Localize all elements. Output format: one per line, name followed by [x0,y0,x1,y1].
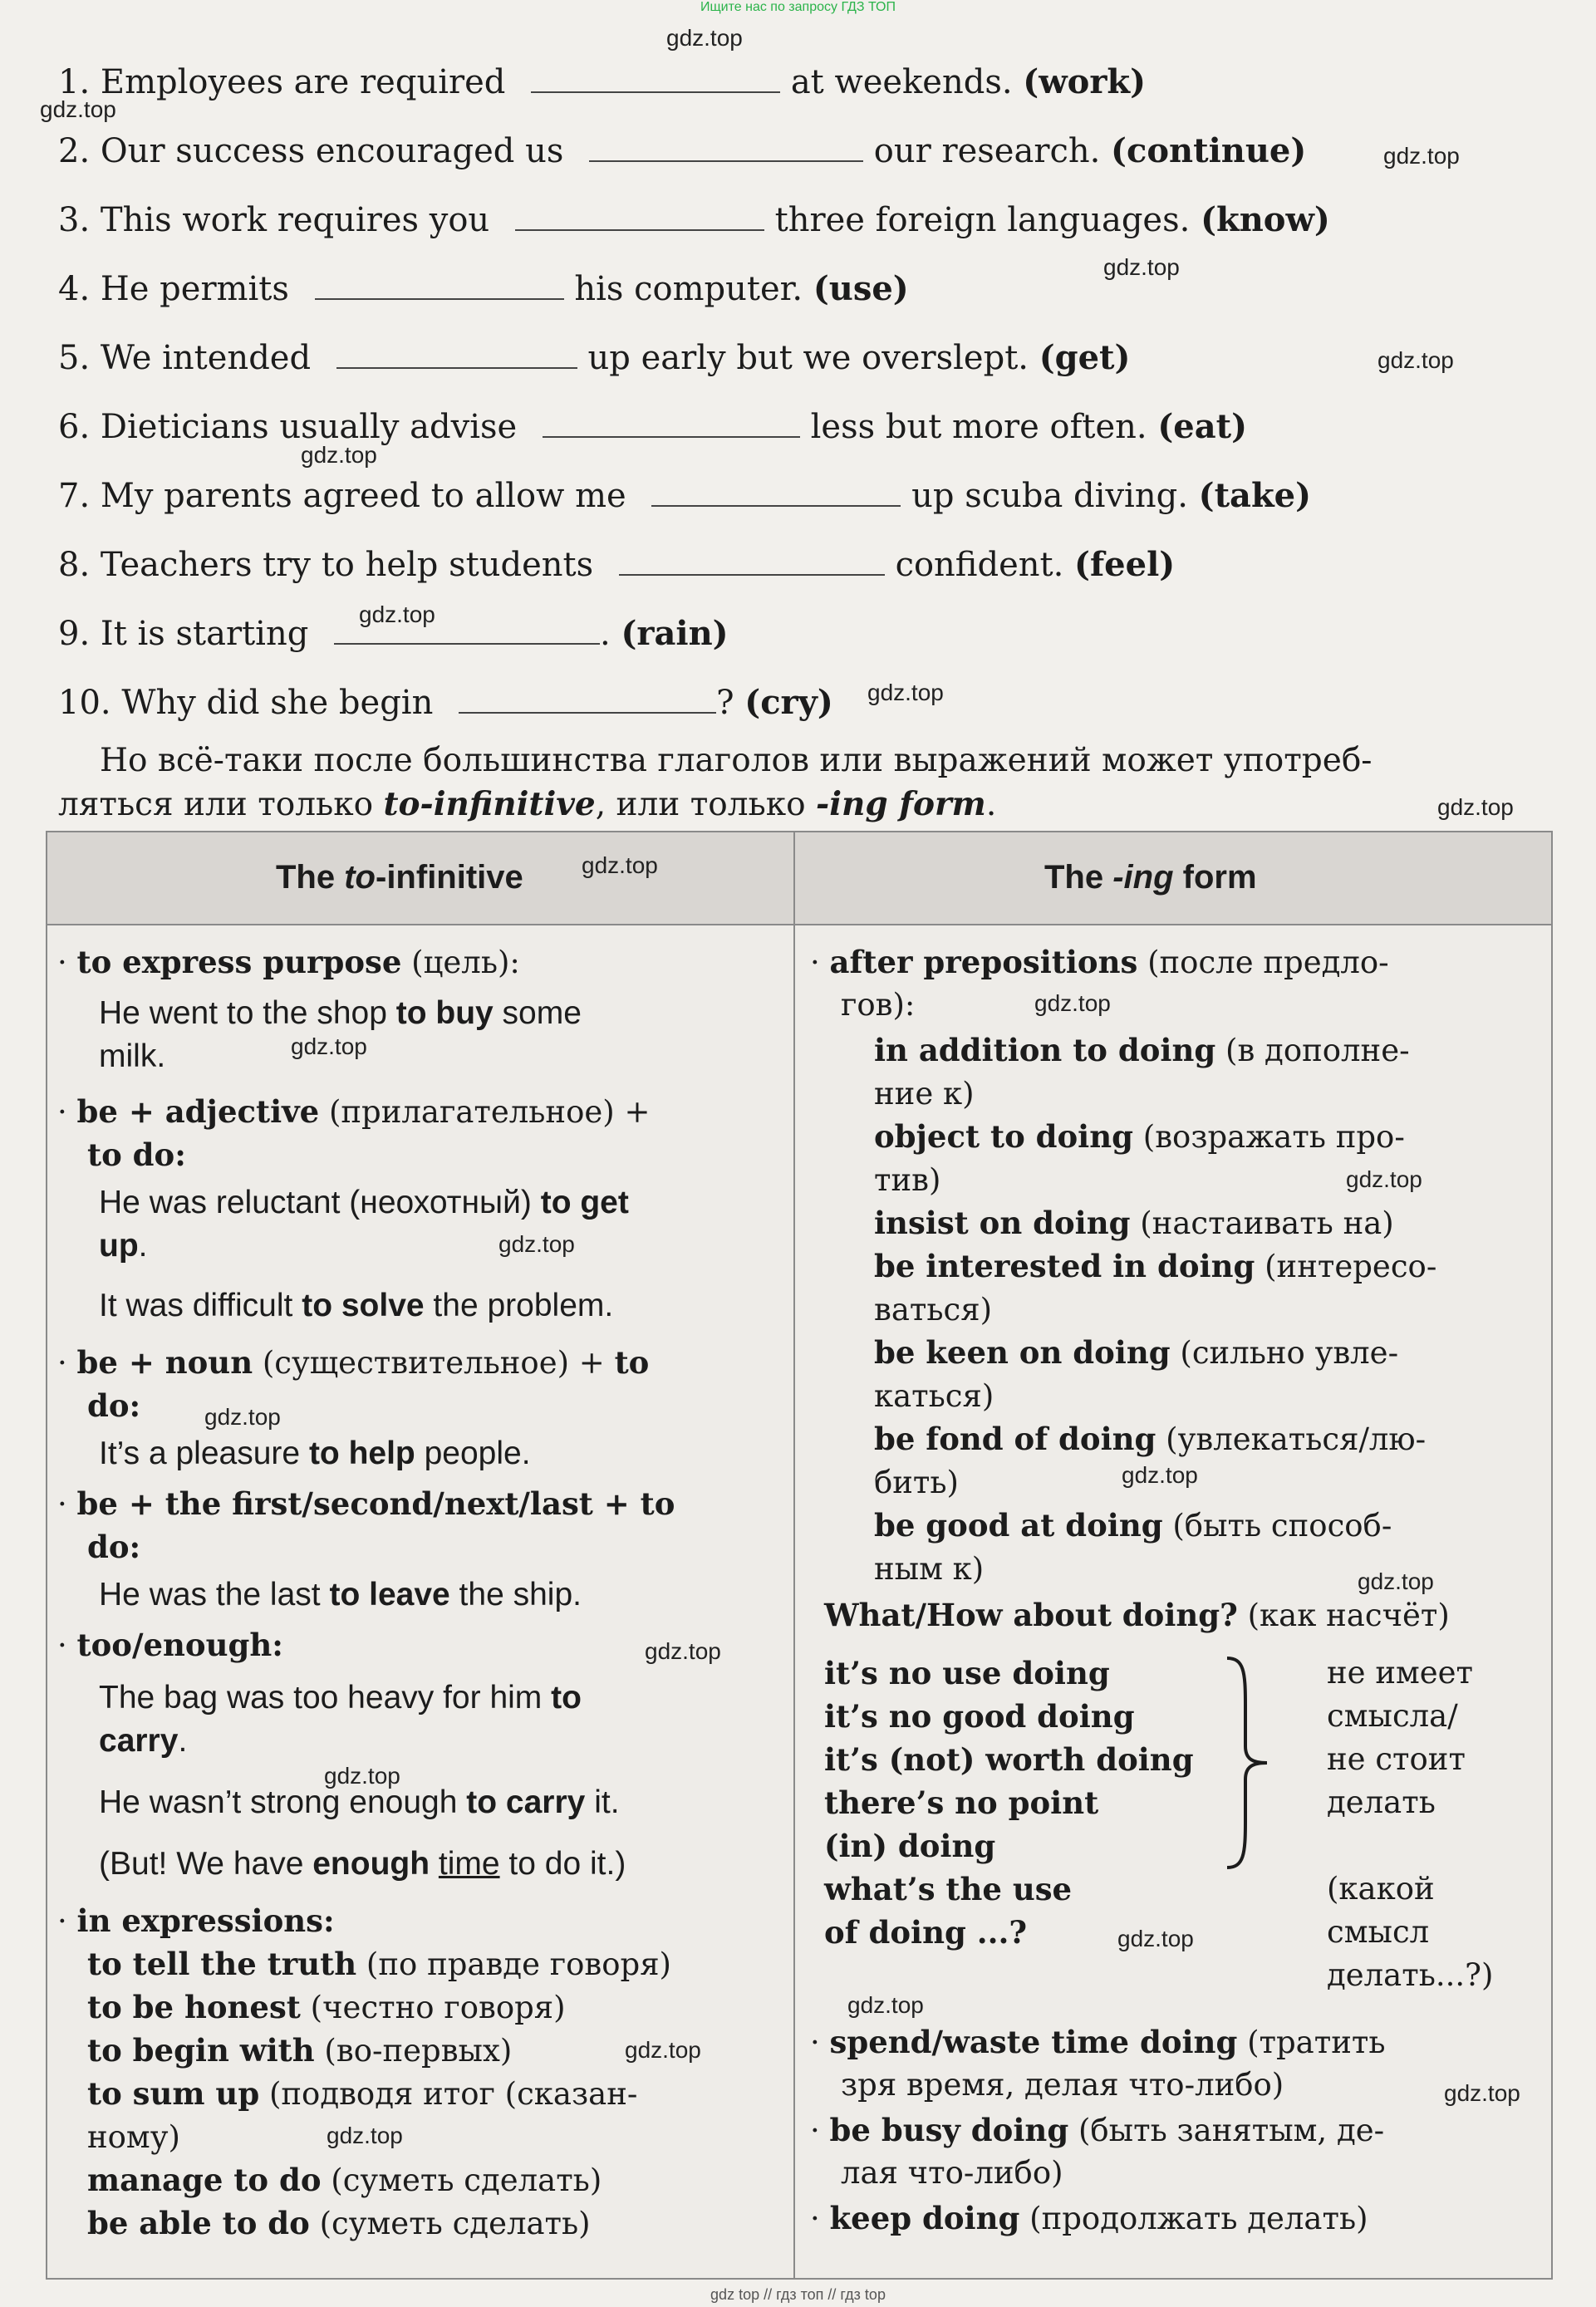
no-use-item: it’s (not) worth doing [824,1741,1194,1778]
header-ing-form: The -ing form [1044,859,1257,896]
expression-item: to begin with (во-первых) [87,2032,513,2069]
header-to-infinitive: The to-infinitive [276,859,523,896]
preposition-item: тив) [874,1162,941,1198]
example-sentence: He was the last to leave the ship. [99,1577,582,1612]
expression-item: ному) [87,2119,180,2155]
banner[interactable]: Ищите нас по запросу ГДЗ ТОП [700,0,896,14]
watermark: gdz.top [666,25,743,51]
example-sentence: up. [99,1228,148,1264]
exercise-item: 1. Employees are required at weekends. (work) [58,60,1146,102]
answer-blank[interactable] [651,474,901,507]
no-use-note: не имеет [1327,1655,1474,1691]
example-sentence: The bag was too heavy for him to [99,1680,582,1716]
example-sentence: milk. [99,1038,166,1074]
preposition-item: be fond of doing (увлекаться/лю- [874,1421,1427,1457]
rule-busy: · be busy doing (быть занятым, де- [810,2112,1385,2148]
whats-the-use: of doing ...? [824,1914,1028,1951]
watermark: gdz.top [327,2123,403,2148]
no-use-item: (in) doing [824,1828,996,1864]
example-sentence: It’s a pleasure to help people. [99,1436,531,1471]
rule-ordinal: · be + the first/second/next/last + to [57,1485,675,1522]
rule-adjective: · be + adjective (прилагательное) + [57,1093,651,1130]
rule-prepositions: · after prepositions (после предло- [810,944,1389,980]
whats-note: смысл [1327,1914,1430,1950]
watermark: gdz.top [1444,2080,1520,2106]
preposition-item: ние к) [874,1076,975,1112]
example-sentence: He wasn’t strong enough to carry it. [99,1784,620,1820]
table-header-row [47,832,1551,925]
watermark: gdz.top [847,1992,924,2018]
watermark: gdz.top [1383,143,1460,169]
example-sentence: It was difficult to solve the problem. [99,1288,614,1323]
answer-blank[interactable] [531,60,780,93]
watermark: gdz.top [498,1231,575,1257]
rule-ordinal-cont: do: [87,1529,141,1565]
exercise-item: 7. My parents agreed to allow me up scuba diving. (take) [58,474,1311,516]
watermark: gdz.top [1346,1166,1422,1192]
watermark: gdz.top [867,680,944,705]
exercise-item: 4. He permits his computer. (use) [58,267,909,309]
no-use-item: there’s no point [824,1784,1099,1821]
intro-paragraph: Но всё-таки после большинства глаголов или выражений может употреб- ляться или только to-infinitive, или только -ing form. [58,742,1373,823]
rule-busy-cont: лая что-либо) [841,2155,1063,2191]
footer-links[interactable]: gdz top // гдз топ // гдз top [710,2286,886,2303]
watermark: gdz.top [1117,1926,1194,1951]
preposition-item: in addition to doing (в дополне- [874,1032,1410,1068]
answer-blank[interactable] [515,198,764,231]
example-sentence: He was reluctant (неохотный) to get [99,1185,629,1220]
rule-prepositions-cont: гов): [841,987,916,1023]
watermark: gdz.top [1358,1568,1434,1594]
exercise-item: 2. Our success encouraged us our research. (continue) [58,129,1306,171]
preposition-item: insist on doing (настаивать на) [874,1205,1394,1241]
no-use-item: it’s no good doing [824,1698,1135,1735]
whats-the-use: what’s the use [824,1871,1073,1907]
answer-blank[interactable] [336,336,577,369]
rule-adjective-cont: to do: [87,1136,186,1173]
exercise-item: 6. Dieticians usually advise less but more often. (eat) [58,405,1247,447]
watermark: gdz.top [1103,254,1180,280]
preposition-item: бить) [874,1465,959,1500]
watermark: gdz.top [301,442,377,468]
no-use-note: смысла/ [1327,1698,1458,1734]
exercise-item: 10. Why did she begin ? (cry) [58,680,833,723]
watermark: gdz.top [204,1404,281,1430]
answer-blank[interactable] [315,267,564,300]
example-sentence: He went to the shop to buy some [99,995,582,1031]
watermark: gdz.top [1437,794,1514,820]
watermark: gdz.top [359,601,435,627]
rule-too-enough: · too/enough: [57,1627,283,1663]
preposition-item: ным к) [874,1551,985,1587]
rule-purpose: · to express purpose (цель): [57,944,520,980]
preposition-item: каться) [874,1378,994,1414]
expression-item: be able to do (суметь сделать) [87,2205,591,2241]
expression-item: to tell the truth (по правде говоря) [87,1946,671,1982]
example-sentence: (But! We have enough time to do it.) [99,1846,626,1882]
expression-item: to sum up (подводя итог (сказан- [87,2075,638,2112]
expression-item: manage to do (суметь сделать) [87,2162,602,2198]
rule-expressions: · in expressions: [57,1902,335,1939]
rule-keep: · keep doing (продолжать делать) [810,2200,1368,2236]
preposition-item: object to doing (возражать про- [874,1118,1405,1155]
watermark: gdz.top [1122,1462,1198,1488]
no-use-item: it’s no use doing [824,1655,1110,1691]
whats-note: делать...?) [1327,1957,1494,1993]
watermark: gdz.top [1034,990,1111,1016]
rule-noun-cont: do: [87,1387,141,1424]
curly-brace-icon [1219,1655,1277,1871]
whats-note: (какой [1327,1871,1435,1907]
answer-blank[interactable] [619,542,885,576]
rule-spend-time: · spend/waste time doing (тратить [810,2024,1386,2060]
exercise-item: 8. Teachers try to help students confident. (feel) [58,542,1175,585]
watermark: gdz.top [625,2037,701,2063]
watermark: gdz.top [645,1638,721,1664]
what-about-line: What/How about doing? (как насчёт) [824,1597,1450,1633]
preposition-item: be keen on doing (сильно увле- [874,1334,1399,1371]
watermark: gdz.top [40,96,116,122]
answer-blank[interactable] [589,129,863,162]
watermark: gdz.top [324,1763,400,1789]
no-use-note: не стоит [1327,1741,1466,1777]
answer-blank[interactable] [459,680,716,714]
answer-blank[interactable] [543,405,800,438]
exercise-item: 9. It is starting . (rain) [58,611,729,654]
preposition-item: ваться) [874,1292,993,1328]
preposition-item: be good at doing (быть способ- [874,1507,1392,1544]
watermark: gdz.top [582,852,658,878]
no-use-note: делать [1327,1784,1436,1820]
expression-item: to be honest (честно говоря) [87,1989,566,2025]
preposition-item: be interested in doing (интересо- [874,1248,1437,1284]
grammar-table [46,831,1553,2280]
rule-spend-time-cont: зря время, делая что-либо) [841,2067,1284,2103]
exercise-item: 5. We intended up early but we overslept. (get) [58,336,1130,378]
example-sentence: carry. [99,1723,188,1759]
rule-noun: · be + noun (существительное) + to [57,1344,650,1381]
exercise-item: 3. This work requires you three foreign languages. (know) [58,198,1330,240]
watermark: gdz.top [291,1033,367,1059]
watermark: gdz.top [1377,347,1454,373]
column-divider [793,832,795,2278]
